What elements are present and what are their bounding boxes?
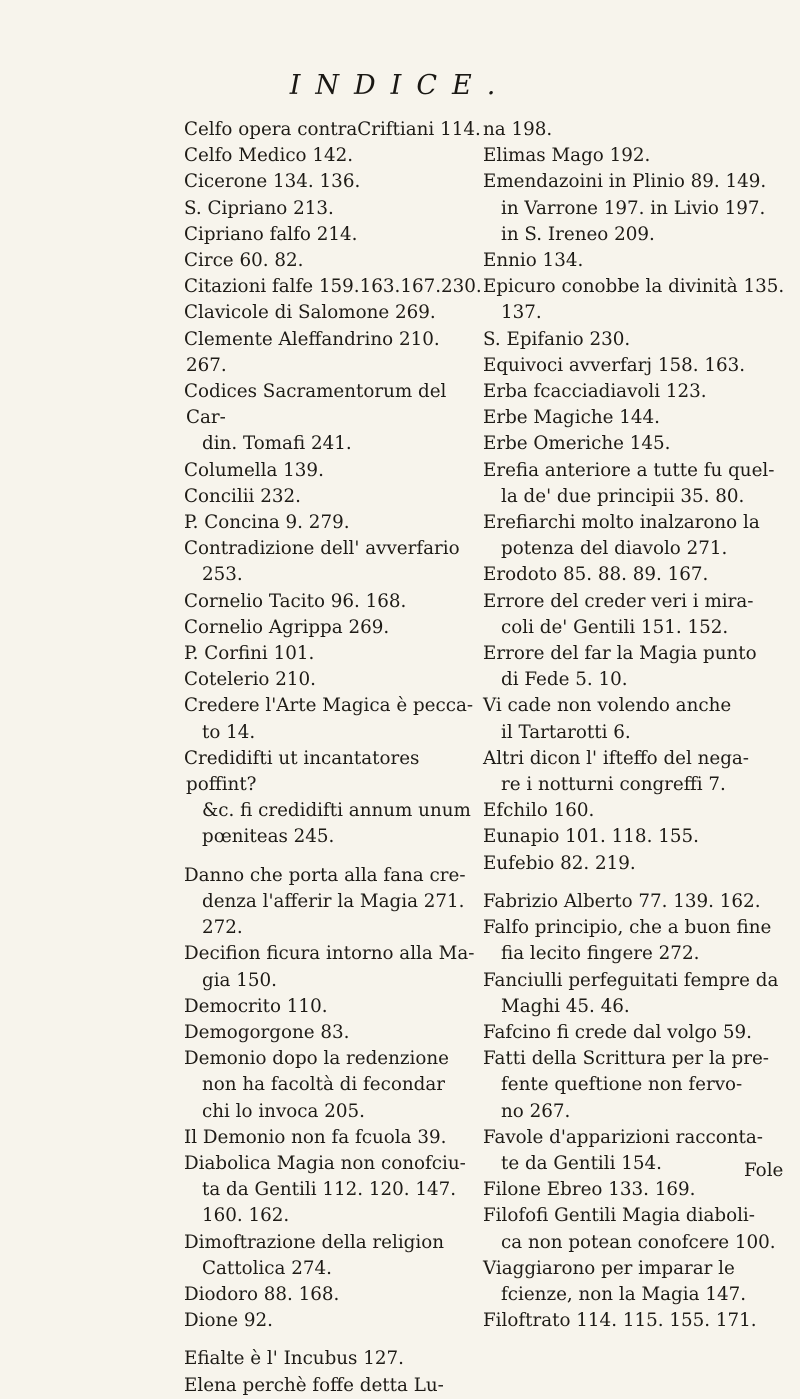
index-entry	[485, 824, 785, 850]
page-header: INDICE.	[289, 70, 511, 101]
index-entry-line: Efchilo 160.	[483, 800, 595, 822]
index-entry-line: Danno che porta alla fana cre-	[184, 864, 466, 886]
index-entry-line: S. Epifanio 230.	[483, 328, 631, 350]
index-entry	[485, 851, 785, 877]
index-entry	[485, 1020, 785, 1046]
index-entry-line: Fafcino fi crede dal volgo 59.	[483, 1021, 752, 1043]
index-entry-line: S. Cipriano 213.	[184, 197, 334, 219]
index-entry-line: Decifion ficura intorno alla Ma-	[184, 943, 475, 965]
index-entry	[186, 1308, 482, 1334]
index-entry-line: ta da Gentili 112. 120. 147.	[202, 1179, 457, 1201]
index-entry	[186, 1373, 482, 1399]
index-entry-line: P. Concina 9. 279.	[184, 512, 350, 534]
index-entry-line: Vi cade non volendo anche	[483, 695, 732, 717]
index-entry-line: chi lo invoca 205.	[202, 1100, 365, 1122]
index-entry	[186, 222, 482, 248]
index-entry	[485, 169, 785, 248]
index-entry	[186, 1125, 482, 1151]
index-entry	[186, 379, 482, 458]
index-entry-line: Ennio 134.	[483, 250, 584, 272]
index-entry-line: Cornelio Tacito 96. 168.	[184, 590, 407, 612]
index-entry	[186, 863, 482, 942]
index-entry-line: &c. fi credidifti annum unum	[202, 800, 471, 822]
index-entry-line: Fanciulli perfeguitati fempre da	[483, 969, 779, 991]
index-entry-line: Clavicole di Salomone 269.	[184, 302, 436, 324]
index-entry-line: Codices Sacramentorum del Car-	[184, 381, 447, 429]
index-entry	[485, 1256, 785, 1308]
index-entry-line: Favole d'apparizioni racconta-	[483, 1126, 763, 1148]
index-entry	[186, 248, 482, 274]
index-entry-line: 137.	[501, 302, 542, 324]
index-entry-line: Celfo Medico 142.	[184, 145, 354, 167]
index-entry	[186, 589, 482, 615]
index-entry	[485, 915, 785, 967]
index-entry	[485, 589, 785, 641]
index-entry	[485, 431, 785, 457]
index-entry	[485, 693, 785, 745]
index-entry	[186, 1046, 482, 1125]
index-entry	[485, 143, 785, 169]
index-entry-line: Filoftrato 114. 115. 155. 171.	[483, 1310, 757, 1332]
index-column-right	[485, 117, 785, 1334]
index-entry	[186, 458, 482, 484]
index-entry-line: Eunapio 101. 118. 155.	[483, 826, 699, 848]
index-entry-line: Dione 92.	[184, 1310, 273, 1332]
index-entry-line: Erbe Magiche 144.	[483, 407, 660, 429]
index-entry	[186, 693, 482, 745]
index-entry-line: Eufebio 82. 219.	[483, 852, 636, 874]
index-entry	[186, 994, 482, 1020]
index-entry	[485, 510, 785, 562]
index-entry-line: Clemente Aleffandrino 210. 267.	[184, 328, 440, 376]
index-entry-line: la de' due principii 35. 80.	[501, 485, 745, 507]
section-gap	[186, 1334, 482, 1346]
index-entry-line: pœniteas 245.	[202, 826, 335, 848]
index-entry-line: Altri dicon l' ifteffo del nega-	[483, 747, 749, 769]
index-entry-line: Erodoto 85. 88. 89. 167.	[483, 564, 709, 586]
index-entry-line: Celfo opera contraCriftiani 114.	[184, 119, 481, 140]
index-entry	[186, 484, 482, 510]
index-entry-line: re i notturni congreffi 7.	[501, 774, 726, 796]
index-entry-line: Falfo principio, che a buon fine	[483, 917, 772, 939]
index-entry	[186, 1020, 482, 1046]
index-entry	[485, 1125, 785, 1177]
catchword: Fole	[744, 1160, 784, 1181]
index-entry-line: Filofofi Gentili Magia diaboli-	[483, 1205, 755, 1227]
index-entry	[485, 641, 785, 693]
index-entry	[485, 274, 785, 326]
index-entry-line: Erba fcacciadiavoli 123.	[483, 381, 707, 403]
index-entry-line: na 198.	[483, 119, 553, 140]
index-entry-line: potenza del diavolo 271.	[501, 538, 728, 560]
index-entry-line: no 267.	[501, 1100, 571, 1122]
index-entry	[186, 143, 482, 169]
index-entry	[485, 746, 785, 798]
index-entry-line: Erefiarchi molto inalzarono la	[483, 512, 760, 534]
index-entry	[485, 379, 785, 405]
index-entry-line: fente queftione non fervo-	[501, 1074, 743, 1096]
index-entry-line: Errore del far la Magia punto	[483, 643, 757, 665]
index-entry-line: Circe 60. 82.	[184, 250, 304, 272]
index-entry-line: 160. 162.	[202, 1205, 290, 1227]
index-entry	[485, 798, 785, 824]
index-entry	[485, 1046, 785, 1125]
index-entry-line: 253.	[202, 564, 243, 586]
index-entry-line: Demonio dopo la redenzione	[184, 1048, 449, 1070]
index-entry	[485, 405, 785, 431]
index-entry-line: Errore del creder veri i mira-	[483, 590, 754, 612]
index-entry-line: Democrito 110.	[184, 995, 328, 1017]
index-entry-line: Fatti della Scrittura per la pre-	[483, 1048, 769, 1070]
index-entry-line: Cotelerio 210.	[184, 669, 316, 691]
index-entry-line: Contradizione dell' avverfario	[184, 538, 460, 560]
index-entry-line: Concilii 232.	[184, 485, 301, 507]
index-entry	[186, 1230, 482, 1282]
index-entry-line: in Varrone 197. in Livio 197.	[501, 197, 766, 219]
index-entry-line: denza l'afferir la Magia 271.	[202, 890, 465, 912]
index-entry-line: il Tartarotti 6.	[501, 721, 631, 743]
index-entry-line: 272.	[202, 917, 243, 939]
index-entry-line: di Fede 5. 10.	[501, 669, 628, 691]
index-entry-line: te da Gentili 154.	[501, 1152, 662, 1174]
index-entry-line: Epicuro conobbe la divinità 135.	[483, 276, 785, 298]
index-entry	[186, 1151, 482, 1230]
index-entry	[485, 968, 785, 1020]
index-entry	[485, 353, 785, 379]
index-entry-line: Demogorgone 83.	[184, 1021, 350, 1043]
index-entry	[485, 1203, 785, 1255]
index-entry-line: Citazioni falfe 159.163.167.230.	[184, 276, 482, 298]
section-gap	[485, 877, 785, 889]
index-entry	[485, 248, 785, 274]
index-entry-line: Il Demonio non fa fcuola 39.	[184, 1126, 447, 1148]
index-entry-line: Emendazoini in Plinio 89. 149.	[483, 171, 767, 193]
index-entry	[186, 1346, 482, 1372]
index-entry	[186, 941, 482, 993]
index-entry-line: Cornelio Agrippa 269.	[184, 616, 390, 638]
index-entry	[485, 889, 785, 915]
index-entry-line: Viaggiarono per imparar le	[483, 1257, 735, 1279]
index-entry-line: Diabolica Magia non conofciu-	[184, 1152, 466, 1174]
index-entry-line: Efialte è l' Incubus 127.	[184, 1348, 404, 1370]
index-entry	[186, 615, 482, 641]
index-entry	[485, 562, 785, 588]
index-entry	[485, 327, 785, 353]
index-entry-line: P. Corfini 101.	[184, 643, 315, 665]
index-entry-line: Filone Ebreo 133. 169.	[483, 1179, 696, 1201]
index-entry-line: Cicerone 134. 136.	[184, 171, 361, 193]
index-entry	[186, 327, 482, 379]
index-entry-line: Dimoftrazione della religion	[184, 1231, 444, 1253]
index-entry	[485, 458, 785, 510]
index-entry	[485, 1177, 785, 1203]
index-entry-line: Cattolica 274.	[202, 1257, 332, 1279]
index-entry-line: Diodoro 88. 168.	[184, 1283, 340, 1305]
index-entry-line: Erbe Omeriche 145.	[483, 433, 671, 455]
index-entry	[186, 1282, 482, 1308]
index-entry	[186, 117, 482, 143]
index-entry	[186, 746, 482, 851]
index-entry	[485, 117, 785, 143]
index-entry-line: Columella 139.	[184, 459, 324, 481]
index-entry-line: Maghi 45. 46.	[501, 995, 630, 1017]
section-gap	[186, 851, 482, 863]
index-entry-line: Cipriano falfo 214.	[184, 223, 358, 245]
index-entry	[186, 536, 482, 588]
index-entry-line: coli de' Gentili 151. 152.	[501, 616, 729, 638]
index-entry-line: Credidifti ut incantatores poffint?	[184, 747, 420, 796]
index-entry	[186, 667, 482, 693]
index-entry	[186, 274, 482, 300]
index-entry-line: Credere l'Arte Magica è pecca-	[184, 695, 474, 717]
index-entry-line: ca non potean conofcere 100.	[501, 1231, 776, 1253]
index-entry-line: to 14.	[202, 721, 256, 743]
index-entry	[485, 1308, 785, 1334]
index-entry	[186, 169, 482, 195]
index-entry-line: gia 150.	[202, 969, 277, 991]
index-entry-line: fia lecito fingere 272.	[501, 943, 700, 965]
index-entry-line: Elimas Mago 192.	[483, 145, 651, 167]
index-entry	[186, 641, 482, 667]
index-entry	[186, 300, 482, 326]
index-entry-line: non ha facoltà di fecondar	[202, 1074, 445, 1096]
index-entry-line: Erefia anteriore a tutte fu quel-	[483, 459, 775, 481]
index-entry-line: Equivoci avverfarj 158. 163.	[483, 354, 746, 376]
index-entry-line: Fabrizio Alberto 77. 139. 162.	[483, 890, 761, 912]
index-column-left	[186, 117, 482, 1399]
index-entry-line: in S. Ireneo 209.	[501, 223, 655, 245]
index-entry-line: Elena perchè foffe detta Lu-	[184, 1374, 444, 1396]
index-entry	[186, 510, 482, 536]
index-entry	[186, 196, 482, 222]
index-entry-line: din. Tomafi 241.	[202, 433, 352, 455]
index-entry-line: fcienze, non la Magia 147.	[501, 1283, 747, 1305]
